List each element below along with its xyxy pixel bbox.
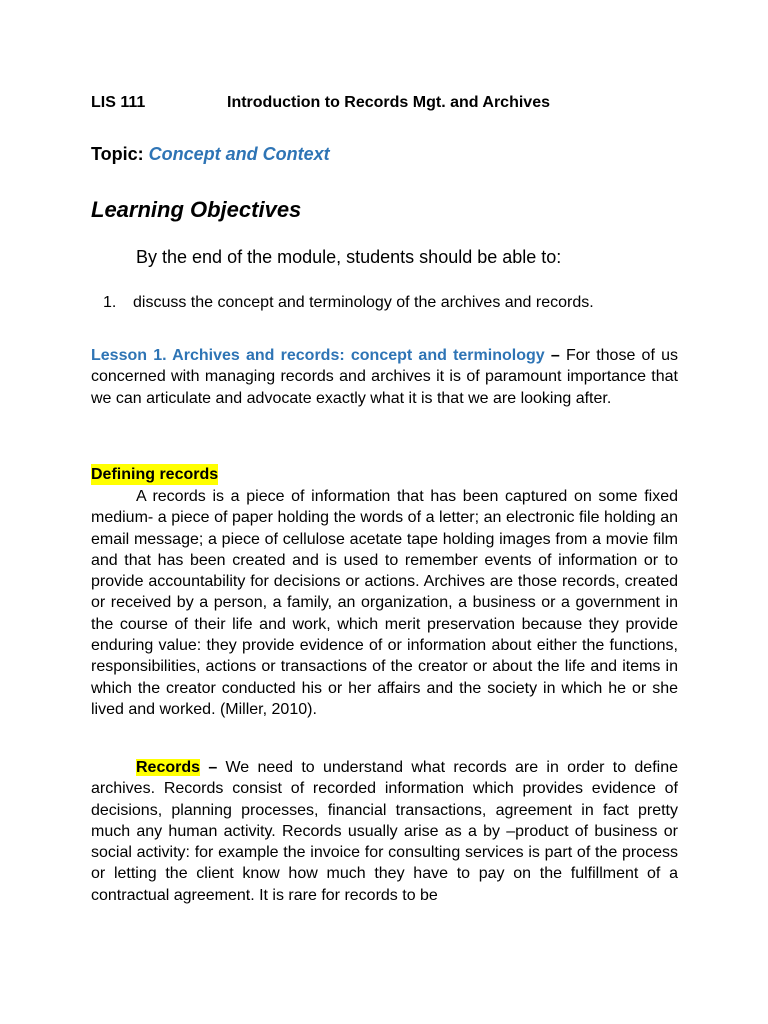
records-label: Records xyxy=(136,759,201,776)
records-dash: – xyxy=(208,759,218,776)
lesson-paragraph xyxy=(91,345,678,409)
objective-text: discuss the concept and terminology of the archives and records. xyxy=(133,294,594,311)
lesson-title: Lesson 1. Archives and records: concept and terminology xyxy=(91,347,545,364)
records-paragraph xyxy=(91,757,678,906)
course-code: LIS 111 xyxy=(91,94,146,111)
learning-objectives-heading: Learning Objectives xyxy=(91,197,302,222)
lesson-text: For those of us concerned with managing records and archives it is of paramount importance that we can articulate and advocate exactly what it is that we are looking after. xyxy=(91,347,679,407)
objective-number: 1. xyxy=(103,294,117,311)
objective-item xyxy=(103,294,594,312)
topic-value: Concept and Context xyxy=(148,144,330,164)
topic-line xyxy=(91,144,330,165)
defining-records-paragraph: A records is a piece of information that has been captured on some fixed medium- a piece of paper holding the words of a letter; an electronic file holding an email message; a piece of cellulose acetate tape holding images from a movie film and that has been created and is used to remember events of information or to provide accountability for decisions or actions. Archives are those records, created or received by a person, a family, an organization, a business or a government in the course of their life and work, which merit preservation because they provide enduring value: they provide evidence of or information about either the functions, responsibilities, actions or transactions of the creator or about the life and items in which the creator conducted his or her affairs and the society in which he or she lived and worked. (Miller, 2010). xyxy=(91,488,678,718)
defining-records-heading: Defining records xyxy=(91,466,219,483)
lesson-dash: – xyxy=(550,347,560,364)
topic-label: Topic: xyxy=(91,144,144,164)
objectives-intro: By the end of the module, students should be able to: xyxy=(136,247,562,267)
course-title: Introduction to Records Mgt. and Archives xyxy=(227,94,550,111)
records-text: We need to understand what records are in order to define archives. Records consist of recorded information which provides evidence of decisions, planning processes, financial transactions, agreement in fact pretty much any human activity. Records usually arise as a by –product of business or social activity: for example the invoice for consulting services is part of the process or letting the client know how much they have to pay on the fulfillment of a contractual agreement. It is rare for records to be xyxy=(91,759,678,904)
course-header xyxy=(91,94,550,112)
